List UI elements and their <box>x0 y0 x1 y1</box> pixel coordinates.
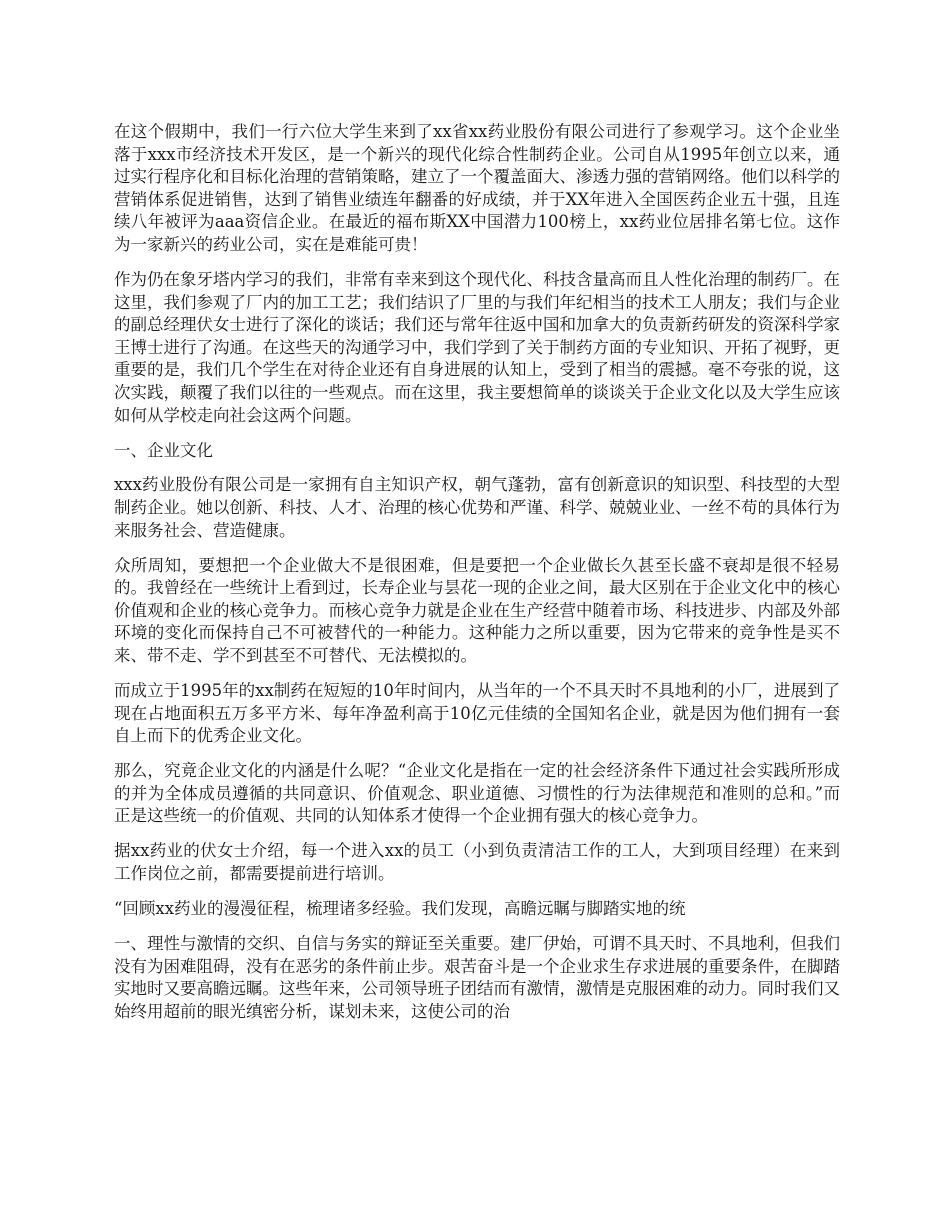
paragraph-employee-training: 据xx药业的伏女士介绍，每一个进入xx的员工（小到负责清洁工作的工人，大到项目经理）在来到工作岗位之前，都需要提前进行培训。 <box>114 841 840 883</box>
document-body <box>114 121 840 1036</box>
paragraph-culture-definition: 那么，究竟企业文化的内涵是什么呢？“企业文化是指在一定的社会经济条件下通过社会实践所形成的并为全体成员遵循的共同意识、价值观念、职业道德、习惯性的行为法律规范和准则的总和。”而正是这些统一的价值观、共同的认知体系才使得一个企业拥有强大的核心竞争力。 <box>114 761 840 826</box>
paragraph-visit: 作为仍在象牙塔内学习的我们，非常有幸来到这个现代化、科技含量高而且人性化治理的制药厂。在这里，我们参观了厂内的加工工艺；我们结识了厂里的与我们年纪相当的技术工人朋友；我们与企业的副总经理伏女士进行了深化的谈话；我们还与常年往返中国和加拿大的负责新药研发的资深科学家王博士进行了沟通。在这些天的沟通学习中，我们学到了关于制药方面的专业知识、开拓了视野，更重要的是，我们几个学生在对待企业还有自身进展的认知上，受到了相当的震撼。毫不夸张的说，这次实践，颠覆了我们以往的一些观点。而在这里，我主要想简单的谈谈关于企业文化以及大学生应该如何从学校走向社会这两个问题。 <box>114 269 840 425</box>
paragraph-company-profile: xxx药业股份有限公司是一家拥有自主知识产权，朝气蓬勃，富有创新意识的知识型、科技型的大型制药企业。她以创新、科技、人才、治理的核心优势和严谨、科学、兢兢业业、一丝不苟的具体行为来服务社会、营造健康。 <box>114 475 840 540</box>
paragraph-company-growth: 而成立于1995年的xx制药在短短的10年时间内，从当年的一个不具天时不具地利的小厂，进展到了现在占地面积五万多平方米、每年净盈利高于10亿元佳绩的全国知名企业，就是因为他们拥有一套自上而下的优秀企业文化。 <box>114 681 840 746</box>
section-heading-corporate-culture: 一、企业文化 <box>114 440 213 460</box>
paragraph-quote-continued: 一、理性与激情的交织、自信与务实的辩证至关重要。建厂伊始，可谓不具天时、不具地利，但我们没有为困难阻碍，没有在恶劣的条件前止步。艰苦奋斗是一个企业求生存求进展的重要条件，在脚踏实地时又要高瞻远瞩。这些年来，公司领导班子团结而有激情，激情是克服困难的动力。同时我们又始终用超前的眼光缜密分析，谋划未来，这使公司的治 <box>114 933 840 1021</box>
paragraph-quote-start: “回顾xx药业的漫漫征程，梳理诸多经验。我们发现，高瞻远瞩与脚踏实地的统 <box>114 898 686 918</box>
paragraph-intro: 在这个假期中，我们一行六位大学生来到了xx省xx药业股份有限公司进行了参观学习。这个企业坐落于xxx市经济技术开发区，是一个新兴的现代化综合性制药企业。公司自从1995年创立以来，通过实行程序化和目标化治理的营销策略，建立了一个覆盖面大、渗透力强的营销网络。他们以科学的营销体系促进销售，达到了销售业绩连年翻番的好成绩，并于XX年进入全国医药企业五十强，且连续八年被评为aaa资信企业。在最近的福布斯XX中国潜力100榜上，xx药业位居排名第七位。这作为一家新兴的药业公司，实在是难能可贵！ <box>114 122 840 254</box>
paragraph-core-competence: 众所周知，要想把一个企业做大不是很困难，但是要把一个企业做长久甚至长盛不衰却是很不轻易的。我曾经在一些统计上看到过，长寿企业与昙花一现的企业之间，最大区别在于企业文化中的核心价值观和企业的核心竞争力。而核心竞争力就是企业在生产经营中随着市场、科技进步、内部及外部环境的变化而保持自己不可被替代的一种能力。这种能力之所以重要，因为它带来的竞争性是买不来、带不走、学不到甚至不可替代、无法模拟的。 <box>114 555 840 666</box>
